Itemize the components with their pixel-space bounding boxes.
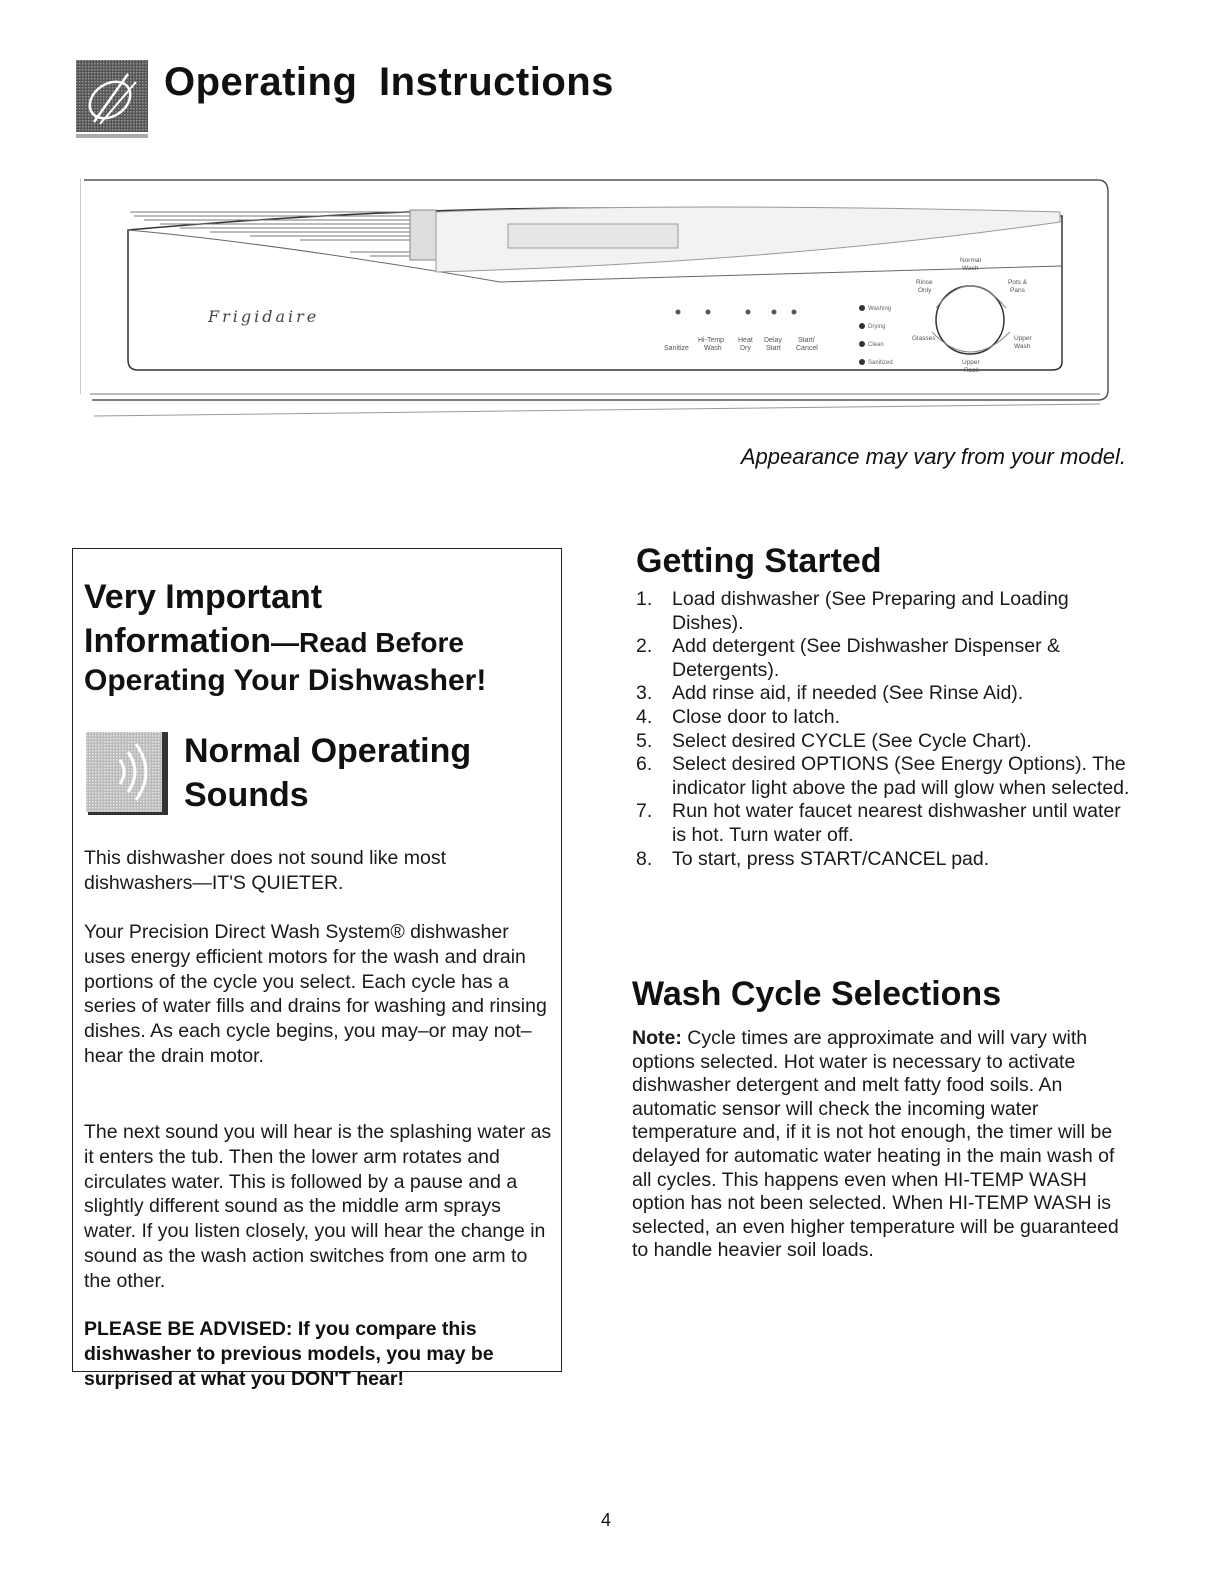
svg-text:Delay: Delay <box>764 337 782 344</box>
brand-logo: Frigidaire <box>208 307 320 326</box>
svg-text:Glasses: Glasses <box>912 335 936 342</box>
getting-started-steps <box>636 588 1136 871</box>
svg-text:Normal: Normal <box>960 257 981 264</box>
svg-text:Only: Only <box>918 287 932 294</box>
svg-text:Pans: Pans <box>1010 287 1025 294</box>
note-text: Cycle times are approximate and will vary with options selected. Hot water is necessary to activate dishwasher detergent and melt fatty food soils. An automatic sensor will check the incoming water temperature and, if it is not hot enough, the timer will be delayed for automatic water heating in the main wash of all cycles. This happens even when HI-TEMP WASH option has not been selected. When HI-TEMP WASH is selected, an even higher temperature will be guaranteed to handle heavier soil loads. <box>632 1027 1119 1262</box>
svg-text:Rack: Rack <box>964 367 979 374</box>
svg-text:Wash: Wash <box>704 345 722 352</box>
svg-text:Upper: Upper <box>962 359 980 366</box>
svg-text:Clean: Clean <box>868 342 884 348</box>
svg-text:Start/: Start/ <box>798 337 815 344</box>
list-item: 8. To start, press START/CANCEL pad. <box>636 847 990 870</box>
important-heading-line2 <box>84 622 464 661</box>
list-item: 7. Run hot water faucet nearest dishwasher until water is hot. Turn water off. <box>636 800 1121 846</box>
svg-text:Sanitize: Sanitize <box>664 345 689 352</box>
dish-icon <box>76 60 148 144</box>
list-item: 5. Select desired CYCLE (See Cycle Chart). <box>636 729 1032 752</box>
sound-waves-icon <box>86 732 170 816</box>
appearance-caption: Appearance may vary from your model. <box>740 444 1126 469</box>
getting-started-heading: Getting Started <box>636 542 882 580</box>
sounds-paragraph-3: The next sound you will hear is the splashing water as it enters the tub. Then the lower arm rotates and circulates water. This is followed by a pause and a slightly different sound as the middle arm sprays water. If you listen closely, you will hear the change in sound as the wash action switches from one arm to the other. <box>84 1121 552 1292</box>
svg-text:Upper: Upper <box>1014 335 1032 342</box>
list-item: 1. Load dishwasher (See Preparing and Loading Dishes). <box>636 588 1069 634</box>
sounds-paragraph-1: This dishwasher does not sound like most dishwashers—IT'S QUIETER. <box>84 847 447 894</box>
svg-text:Heat: Heat <box>738 337 753 344</box>
list-item: 3. Add rinse aid, if needed (See Rinse Aid). <box>636 682 1024 705</box>
svg-text:Wash: Wash <box>962 265 979 272</box>
svg-text:Hi-Temp: Hi-Temp <box>698 337 725 344</box>
important-heading-read-before: —Read Before <box>270 627 464 658</box>
svg-text:Wash: Wash <box>1014 343 1031 350</box>
svg-text:Washing: Washing <box>868 306 892 312</box>
sounds-paragraph-2: Your Precision Direct Wash System® dishwasher uses energy efficient motors for the wash and drain portions of the cycle you select. Each cycle has a series of water fills and drains for washing and rinsing dishes. As each cycle begins, you may–or may not–hear the drain motor. <box>84 921 547 1067</box>
list-item: 2. Add detergent (See Dishwasher Dispenser & Detergents). <box>636 635 1061 681</box>
svg-text:Rinse: Rinse <box>916 279 933 286</box>
page-title: Operating Instructions <box>164 60 614 104</box>
normal-sounds-heading-line2: Sounds <box>184 776 309 814</box>
svg-text:Start: Start <box>766 345 781 352</box>
wash-cycle-note <box>632 1027 1132 1263</box>
list-item: 6. Select desired OPTIONS (See Energy Options). The indicator light above the pad will glow when selected. <box>636 753 1130 799</box>
important-heading-information: Information <box>84 622 271 660</box>
important-heading-line1: Very Important <box>84 578 323 616</box>
wash-cycle-heading: Wash Cycle Selections <box>632 975 1002 1013</box>
normal-sounds-heading-line1: Normal Operating <box>184 732 472 770</box>
control-panel-illustration <box>80 172 1110 422</box>
page-number: 4 <box>600 1510 611 1530</box>
svg-text:Cancel: Cancel <box>796 345 818 352</box>
note-label: Note: <box>632 1027 682 1049</box>
svg-text:Dry: Dry <box>740 345 751 352</box>
svg-text:Sanitized: Sanitized <box>868 360 893 366</box>
please-be-advised: PLEASE BE ADVISED: If you compare this dishwasher to previous models, you may be surprised at what you DON'T hear! <box>84 1318 494 1390</box>
svg-text:Drying: Drying <box>868 324 886 330</box>
important-heading-line3: Operating Your Dishwasher! <box>84 664 487 697</box>
svg-text:Pots &: Pots & <box>1008 279 1028 286</box>
list-item: 4. Close door to latch. <box>636 705 841 728</box>
